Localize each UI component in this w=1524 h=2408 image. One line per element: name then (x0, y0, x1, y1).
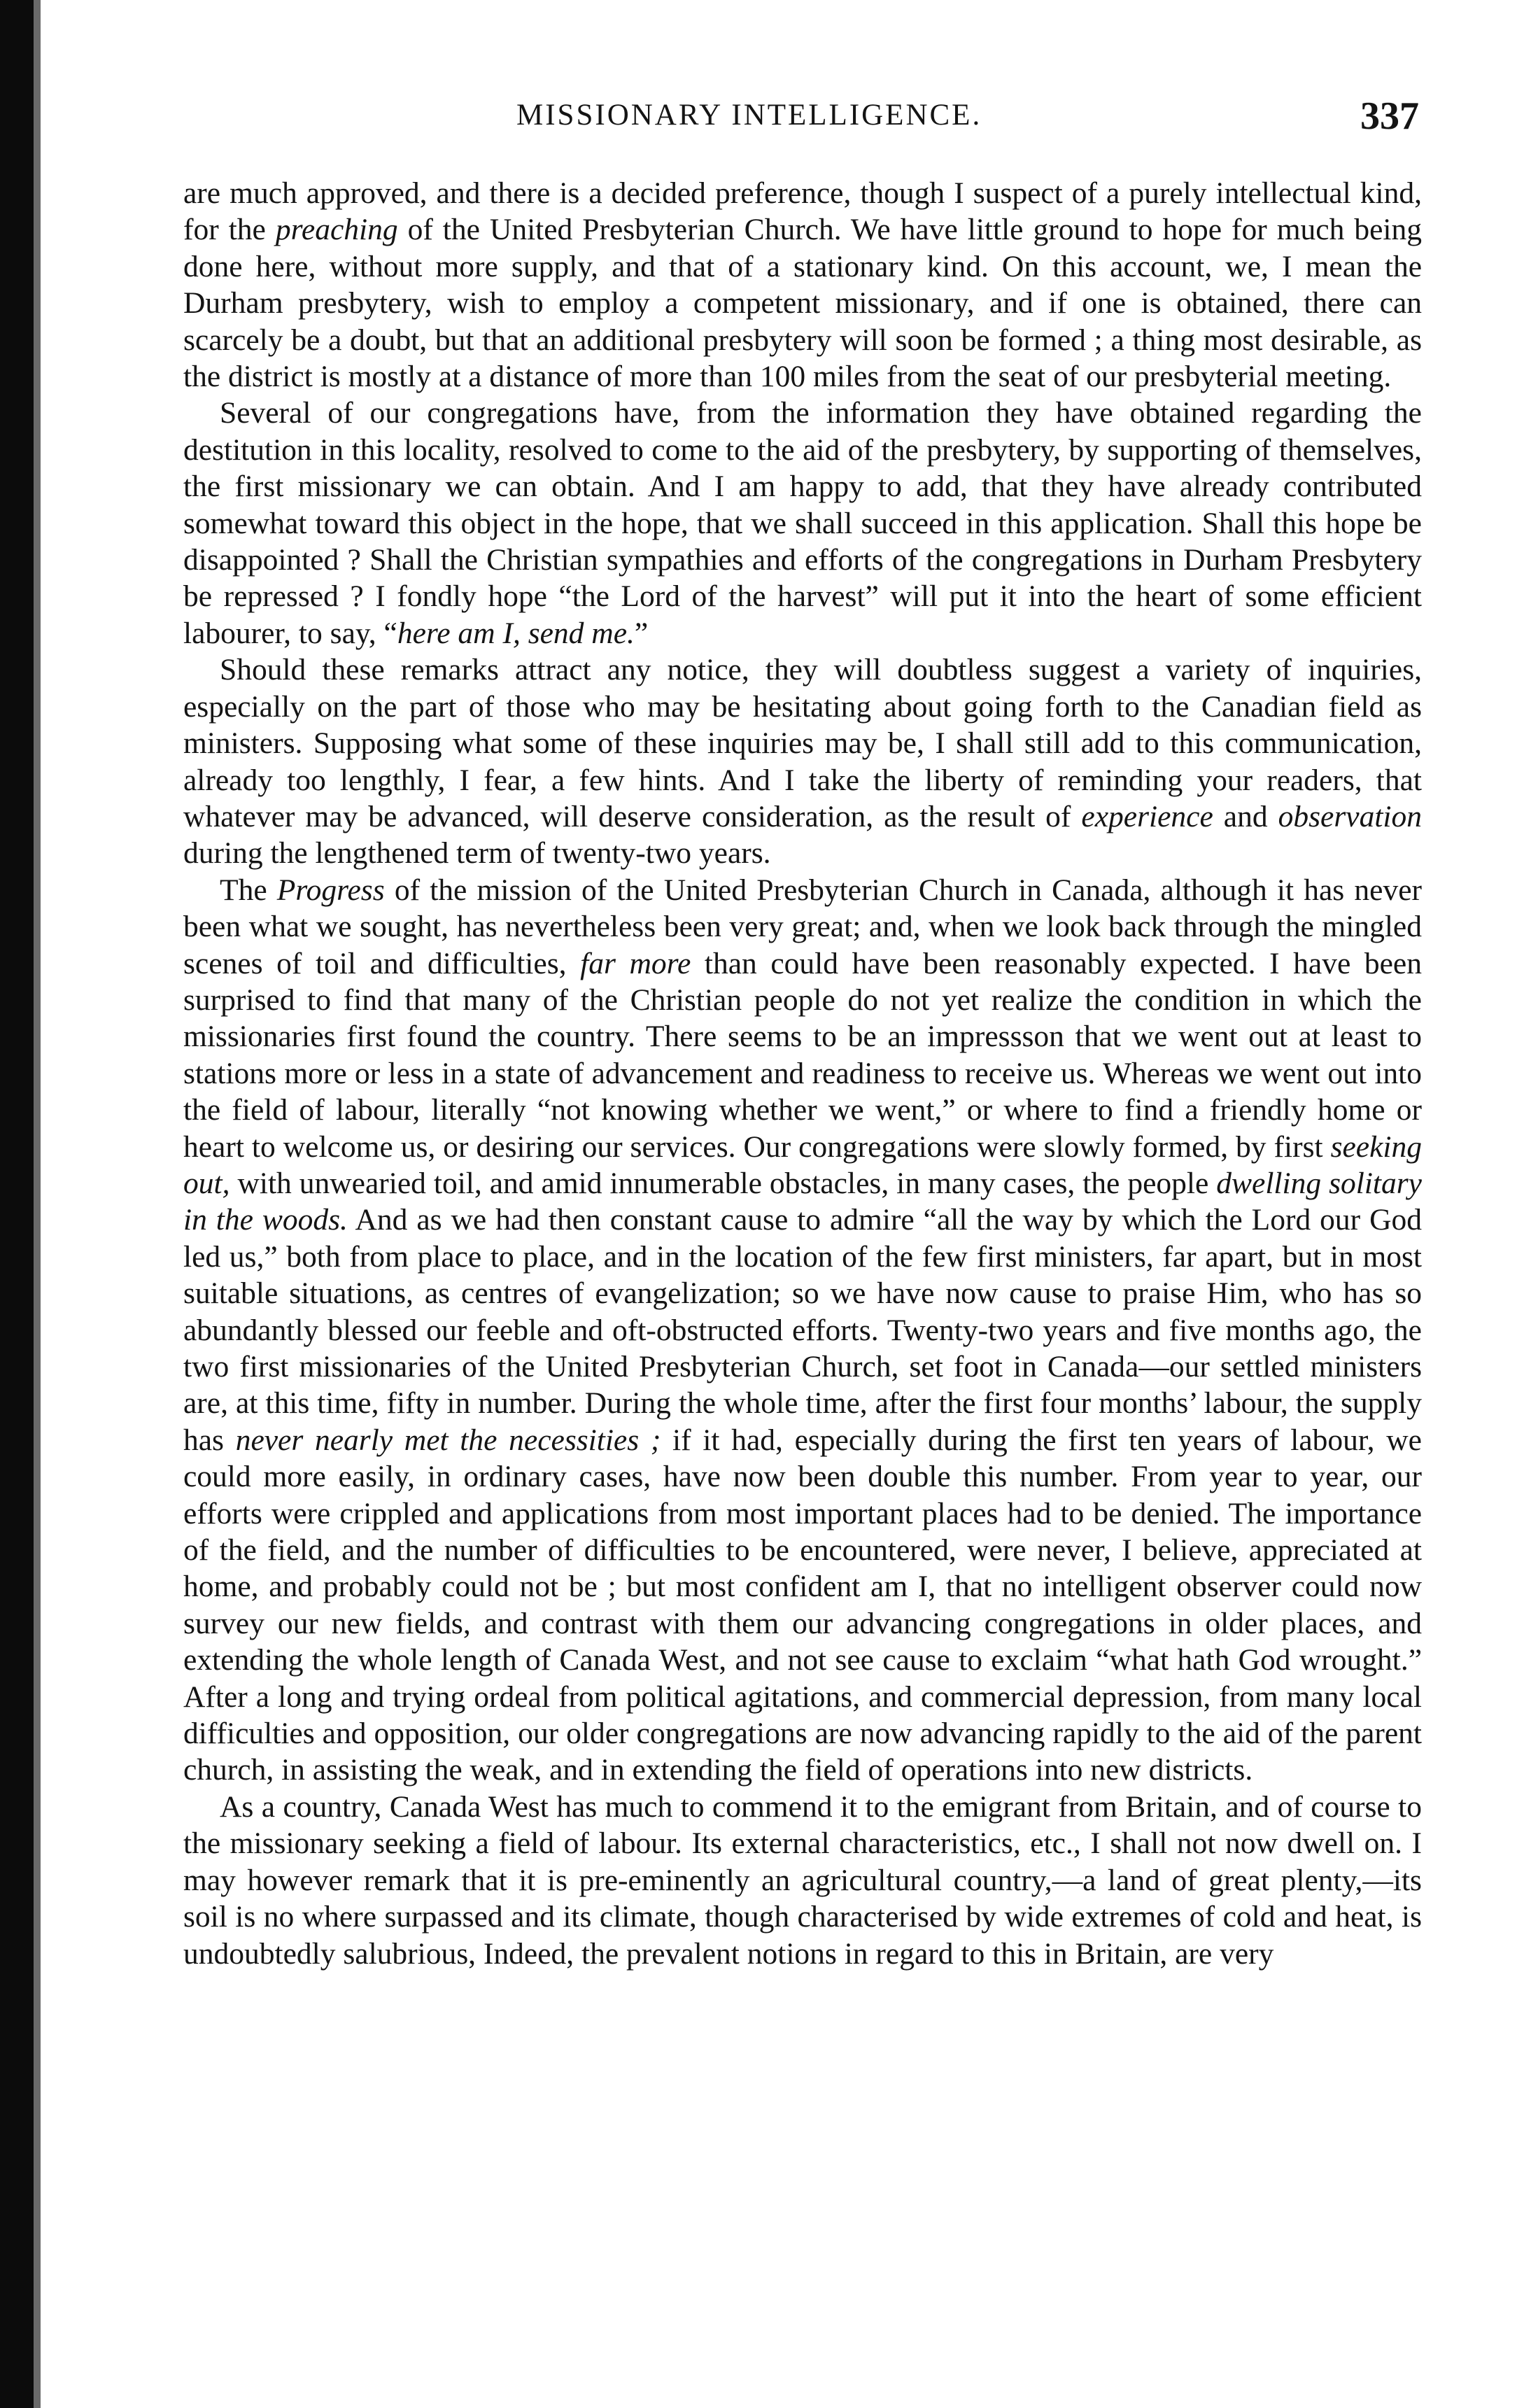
paragraph-congregations (183, 395, 1422, 652)
italic-text: never nearly met the necessities ; (235, 1423, 661, 1457)
italic-text: here am I, send me. (397, 616, 635, 650)
paragraph-text: of the United Presbyterian Church. We have little ground to hope for much being done here, without more supply, and that of a stationary kind. On this account, we, I mean the Durham presbytery, wish to employ a competent missionary, and if one is obtained, there can scarcely be a doubt, but that an additional presbytery will soon be formed ; a thing most desirable, as the district is mostly at a distance of more than 100 miles from the seat of our presbyterial meeting. (183, 213, 1422, 394)
paragraph-text: if it had, especially during the first ten years of labour, we could more easily, in ordinary cases, have now been double this number. From year to year, our efforts were crippled and applications from most important places had to be denied. The importance of the field, and the number of difficulties to be encountered, were never, I believe, appreciated at home, and probably could not be ; but most confident am I, that no intelligent observer could now survey our new fields, and contrast with them our advancing congregations in older places, and extending the whole length of Canada West, and not see cause to exclaim “what hath God wrought.” After a long and trying ordeal from political agitations, and commercial depression, from many local difficulties and opposition, our older congregations are now advancing rapidly to the aid of the parent church, in assisting the weak, and in extending the field of operations into new districts. (183, 1423, 1422, 1787)
paragraph-text: of the mission of the United Presbyterian Church in Canada, although it has never been what we sought, has nevertheless been very great; and, when we look back through the mingled scenes of toil and difficulties, (183, 873, 1422, 980)
italic-text: Progress (276, 873, 385, 907)
paragraph-remarks (183, 652, 1422, 871)
body-text (183, 175, 1422, 2365)
italic-text: far more (580, 946, 691, 980)
paragraph-text: ” (634, 616, 649, 650)
paragraph-progress (183, 872, 1422, 1789)
italic-text: experience (1081, 799, 1213, 833)
italic-text: dwelling solitary in the woods. (183, 1166, 1422, 1237)
italic-text: observation (1278, 799, 1422, 833)
binding-shadow (34, 0, 41, 2408)
paragraph-text: Should these remarks attract any notice, they will doubtless suggest a variety of inquiries, especially on the part of those who may be hesitating about going forth to the Canadian field as ministers. Supposing what some of these inquiries may be, I shall still add to this communication, already too lengthly, I fear, a few hints. And I take the liberty of reminding your readers, that whatever may be advanced, will deserve consideration, as the result of (183, 653, 1422, 833)
paragraph-text: The (220, 873, 277, 907)
page-number: 337 (1360, 94, 1419, 138)
paragraph-text: As a country, Canada West has much to commend it to the emigrant from Britain, and of course to the missionary seeking a field of labour. Its external characteristics, etc., I shall not now dwell on. I may however remark that it is pre-eminently an agricultural country,—a land of great plenty,—its soil is no where surpassed and its climate, though characterised by wide extremes of cold and heat, is undoubtedly salubrious, Indeed, the prevalent notions in regard to this in Britain, are very (183, 1789, 1422, 1971)
paragraph-text: Several of our congregations have, from the information they have obtained regarding the destitution in this locality, resolved to come to the aid of the presbytery, by supporting of themselves, the first missionary we can obtain. And I am happy to add, that they have already contributed somewhat toward this object in the hope, that we shall succeed in this application. Shall this hope be disappointed ? Shall the Christian sympathies and efforts of the congregations in Durham Presbytery be repressed ? I fondly hope “the Lord of the harvest” will put it into the heart of some efficient labourer, to say, “ (183, 396, 1422, 650)
paragraph-canada-west (183, 1789, 1422, 1972)
paragraph-text: with unwearied toil, and amid innumerable obstacles, in many cases, the people (230, 1166, 1217, 1200)
paragraph-continuation (183, 175, 1422, 395)
page-header (188, 94, 1419, 147)
paragraph-text: and (1213, 799, 1278, 833)
paragraph-text: during the lengthened term of twenty-two years. (183, 836, 771, 871)
italic-text: seeking out, (183, 1129, 1422, 1200)
binding-edge (0, 0, 34, 2408)
italic-text: preaching (275, 213, 398, 247)
paragraph-text: are much approved, and there is a decided preference, though I suspect of a purely intellectual kind, for the (183, 176, 1422, 247)
paragraph-text: than could have been reasonably expected. I have been surprised to find that many of the Christian people do not yet realize the condition in which the missionaries first found the country. There seems to be an impressson that we went out at least to stations more or less in a state of advancement and readiness to receive us. Whereas we went out into the field of labour, literally “not knowing whether we went,” or where to find a friendly home or heart to welcome us, or desiring our services. Our congregations were slowly formed, by first (183, 946, 1422, 1164)
paragraph-text: And as we had then constant cause to admire “all the way by which the Lord our God led us,” both from place to place, and in the location of the few first ministers, far apart, but in most suitable situations, as centres of evangelization; so we have now cause to praise Him, who has so abundantly blessed our feeble and oft-obstructed efforts. Twenty-two years and five months ago, the two first missionaries of the United Presbyterian Church, set foot in Canada—our settled ministers are, at this time, fifty in number. During the whole time, after the first four months’ labour, the supply has (183, 1203, 1422, 1457)
running-head: MISSIONARY INTELLIGENCE. (516, 99, 982, 132)
